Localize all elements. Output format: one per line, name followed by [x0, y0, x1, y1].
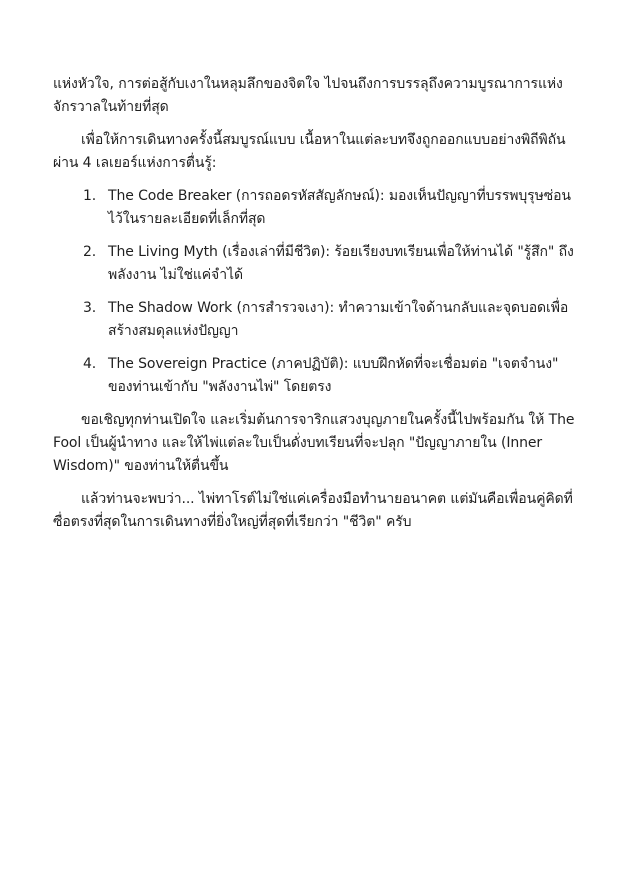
list-item-text: The Code Breaker (การถอดรหัสสัญลักษณ์): มองเห็นปัญญาที่บรรพบุรุษซ่อนไว้ในรายละเอียดที่เล็กที่สุด: [108, 188, 571, 227]
list-item-text: The Living Myth (เรื่องเล่าที่มีชีวิต): ร้อยเรียงบทเรียนเพื่อให้ท่านได้ "รู้สึก" ถึงพลังงาน ไม่ใช่แค่จำได้: [108, 244, 574, 283]
closing-paragraph: แล้วท่านจะพบว่า... ไพ่ทาโรต์ไม่ใช่แค่เครื่องมือทำนายอนาคต แต่มันคือเพื่อนคู่คิดที่ซื่อตรงที่สุดในการเดินทางที่ยิ่งใหญ่ที่สุดที่เรียกว่า "ชีวิต" ครับ: [53, 491, 573, 530]
awakening-layers-list: [53, 185, 581, 399]
list-item-number: 4.: [83, 356, 97, 372]
list-item-text: The Shadow Work (การสำรวจเงา): ทำความเข้าใจด้านกลับและจุดบอดเพื่อสร้างสมดุลแห่งปัญญา: [108, 300, 569, 339]
list-item: [53, 297, 581, 343]
list-item-text: The Sovereign Practice (ภาคปฏิบัติ): แบบฝึกหัดที่จะเชื่อมต่อ "เจตจำนง" ของท่านเข้ากับ "พลังงานไพ่" โดยตรง: [108, 356, 559, 395]
document-body: [53, 73, 581, 544]
list-item-number: 2.: [83, 244, 97, 260]
intro-paragraph: แห่งหัวใจ, การต่อสู้กับเงาในหลุมลึกของจิตใจ ไปจนถึงการบรรลุถึงความบูรณาการแห่งจักรวาลในท้ายที่สุด: [53, 76, 563, 115]
list-item: [53, 353, 581, 399]
list-item: [53, 241, 581, 287]
invitation-paragraph: ขอเชิญทุกท่านเปิดใจ และเริ่มต้นการจาริกแสวงบุญภายในครั้งนี้ไปพร้อมกัน ให้ The Fool เป็นผู้นำทาง และให้ไพ่แต่ละใบเป็นดั่งบทเรียนที่จะปลุก "ปัญญาภายใน (Inner Wisdom)" ของท่านให้ตื่นขึ้น: [53, 412, 575, 474]
list-item-number: 3.: [83, 300, 97, 316]
list-item-number: 1.: [83, 188, 97, 204]
layers-intro-paragraph: เพื่อให้การเดินทางครั้งนี้สมบูรณ์แบบ เนื้อหาในแต่ละบทจึงถูกออกแบบอย่างพิถีพิถันผ่าน 4 เลเยอร์แห่งการตื่นรู้:: [53, 132, 566, 171]
list-item: [53, 185, 581, 231]
